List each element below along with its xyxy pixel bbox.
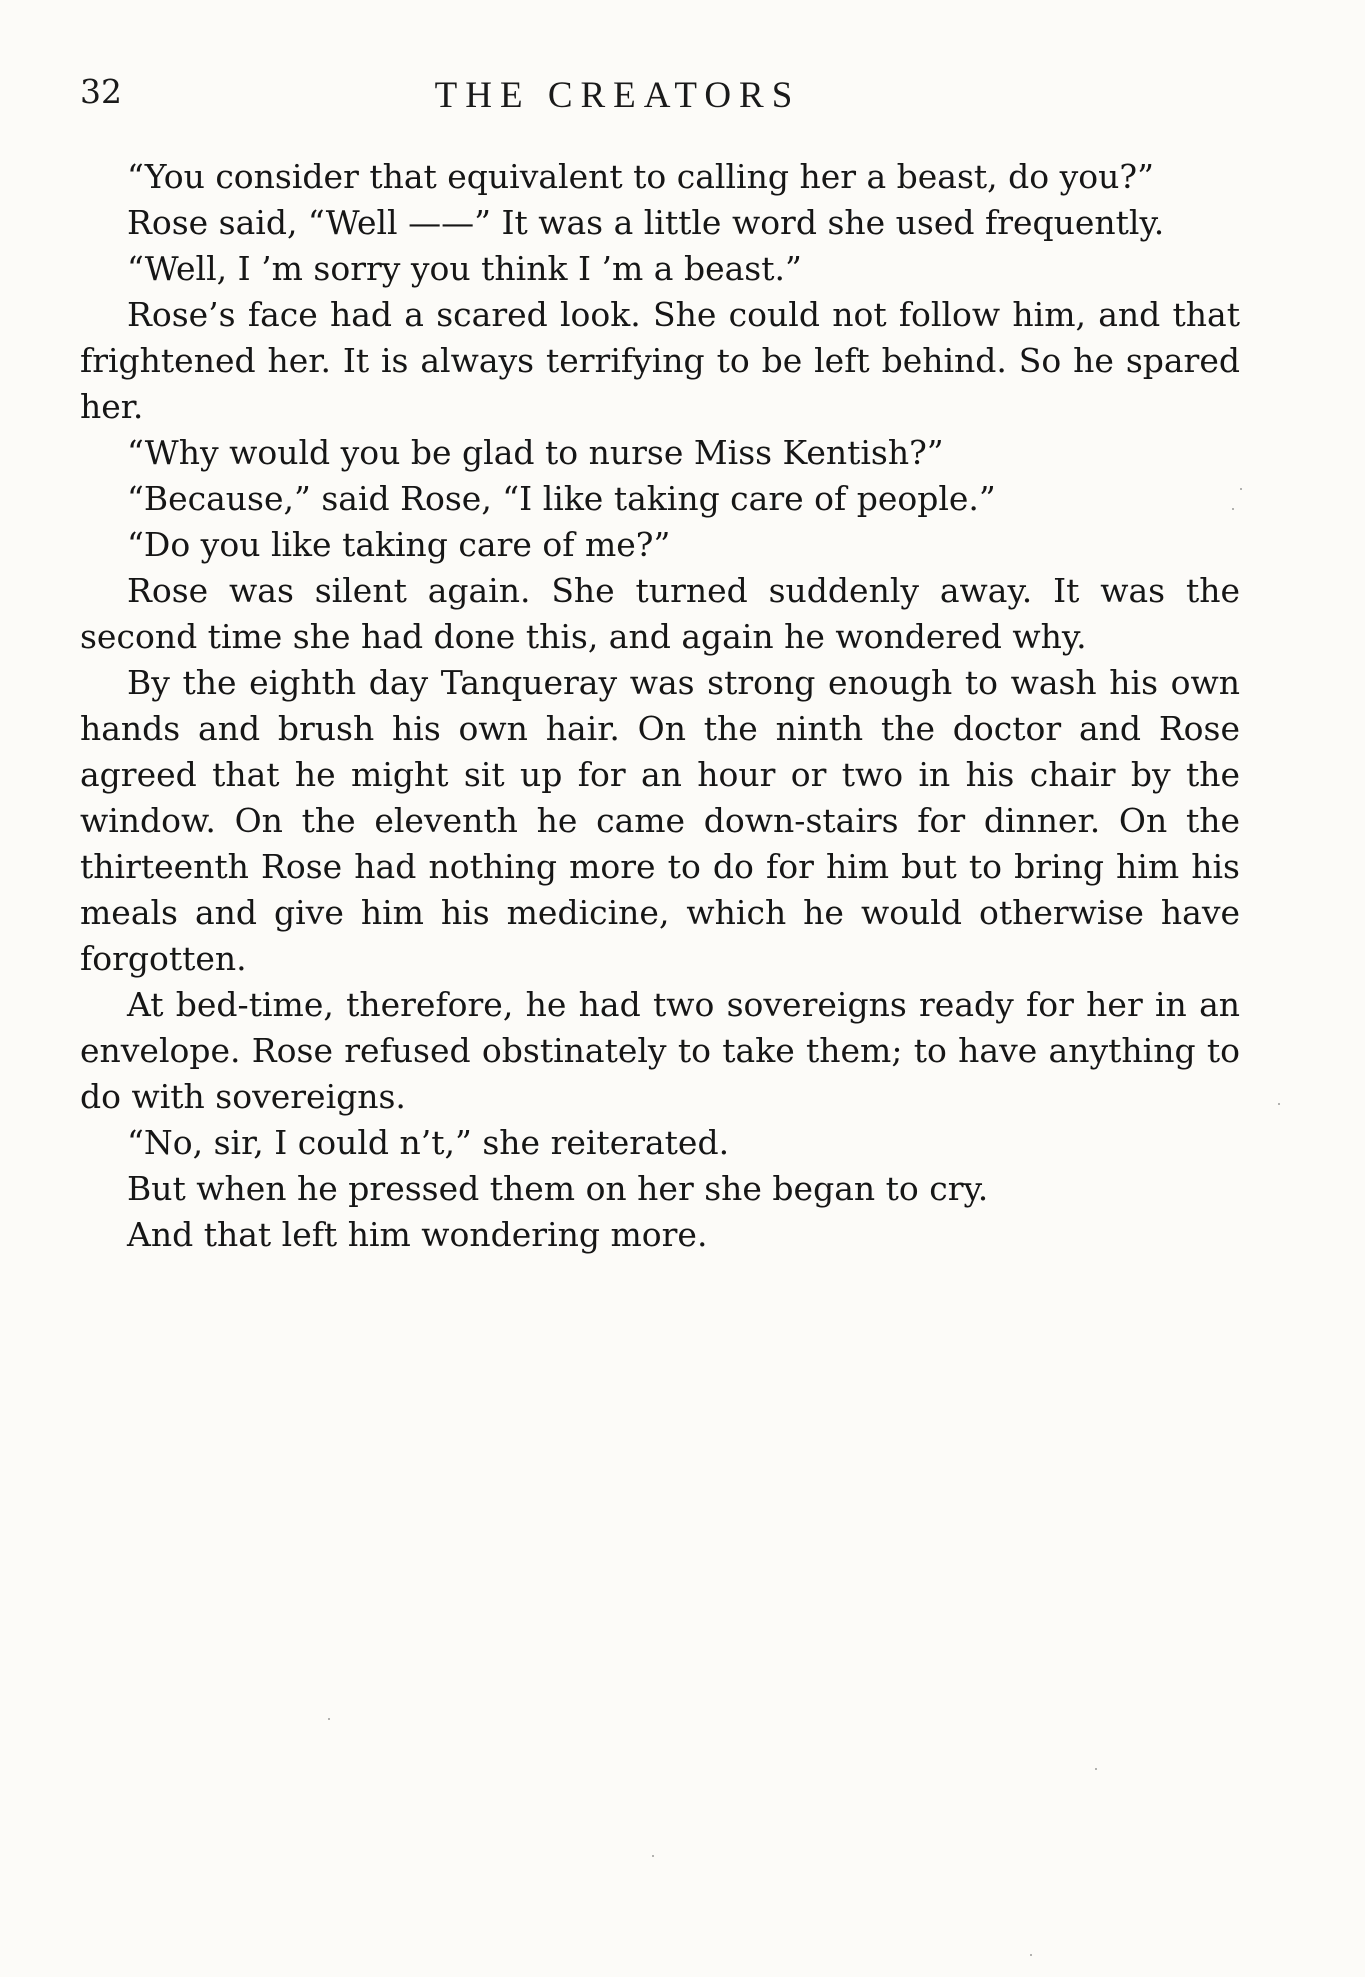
paragraph: Rose’s face had a scared look. She could not follow him, and that frightened her. It is always terrifying to be left behind. So he spared her. [80, 295, 1240, 426]
body-text [80, 154, 1240, 1258]
paragraph: At bed-time, therefore, he had two sovereigns ready for her in an envelope. Rose refused obstinately to take them; to have anything to do with sovereigns. [80, 985, 1240, 1116]
paragraph: “Well, I ’m sorry you think I ’m a beast.” [127, 249, 802, 288]
paper-speck [1232, 508, 1234, 510]
paragraph: “Why would you be glad to nurse Miss Kentish?” [127, 433, 944, 472]
paragraph: Rose was silent again. She turned suddenly away. It was the second time she had done this, and again he wondered why. [80, 571, 1240, 656]
paper-speck [1278, 1103, 1280, 1105]
paragraph: “No, sir, I could n’t,” she reiterated. [127, 1123, 730, 1162]
page-number: 32 [80, 72, 122, 111]
book-title: THE CREATORS [434, 75, 801, 116]
paper-speck [1030, 1954, 1032, 1956]
running-head [80, 72, 1245, 132]
paragraph: But when he pressed them on her she began to cry. [127, 1169, 989, 1208]
paragraph: Rose said, “Well ——” It was a little word she used frequently. [127, 203, 1165, 242]
paragraph: By the eighth day Tanqueray was strong enough to wash his own hands and brush his own hair. On the ninth the doctor and Rose agreed that he might sit up for an hour or two in his chair by the window. On the eleventh he came down-stairs for dinner. On the thirteenth Rose had nothing more to do for him but to bring him his meals and give him his medicine, which he would otherwise have forgotten. [80, 663, 1240, 978]
paper-speck [328, 1718, 330, 1720]
paragraph: “Because,” said Rose, “I like taking care of people.” [127, 479, 996, 518]
paragraph: “You consider that equivalent to calling her a beast, do you?” [127, 157, 1154, 196]
paragraph: And that left him wondering more. [127, 1215, 708, 1254]
paper-speck [652, 1855, 654, 1857]
paper-speck [1240, 488, 1242, 490]
paper-speck [1095, 1768, 1097, 1770]
paragraph: “Do you like taking care of me?” [127, 525, 671, 564]
